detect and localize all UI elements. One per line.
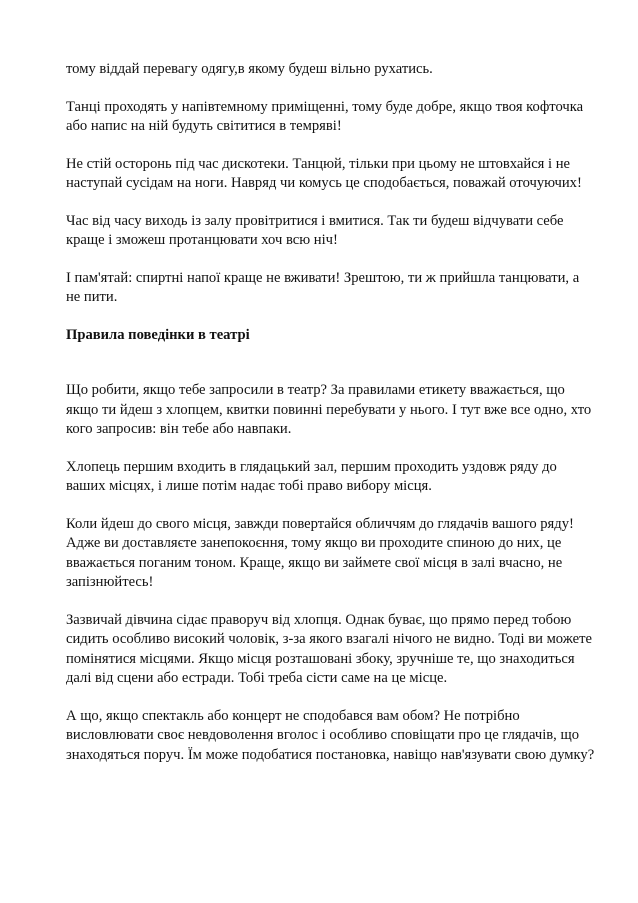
- paragraph-dance: Не стій осторонь під час дискотеки. Танцюй, тільки при цьому не штовхайся і не наступай сусідам на ноги. Навряд чи комусь це сподобається, поважай оточуючих!: [66, 155, 582, 191]
- paragraph-alcohol: І пам'ятай: спиртні напої краще не вживати! Зрештою, ти ж прийшла танцювати, а не пити.: [66, 269, 580, 305]
- paragraph-facing-audience: Коли йдеш до свого місця, завжди повертайся обличчям до глядачів вашого ряду! Адже ви доставляєте занепокоєння, тому якщо ви проходите спиною до них, це вважається поганим тоном. Краще, якщо ви займете свої місця в залі вчасно, не запізнюйтесь!: [66, 515, 574, 590]
- paragraph-clothing: тому віддай перевагу одягу,в якому будеш вільно рухатись.: [66, 61, 433, 77]
- paragraph-entering: Хлопець першим входить в глядацький зал, першим проходить уздовж ряду до ваших місцях, і лише потім надає тобі право вибору місця.: [66, 458, 557, 494]
- paragraph-seating: Зазвичай дівчина сідає праворуч від хлопця. Однак буває, що прямо перед тобою сидить особливо високий чоловік, з-за якого взагалі нічого не видно. Тоді ви можете помінятися місцями. Якщо місця розташовані збоку, зручніше те, що знаходиться далі від сцени або естради. Тобі треба сісти саме на це місце.: [66, 611, 592, 686]
- section-heading: Правила поведінки в театрі: [66, 326, 250, 343]
- paragraph-tickets: Що робити, якщо тебе запросили в театр? За правилами етикету вважається, що якщо ти йдеш з хлопцем, квитки повинні перебувати у нього. І тут вже все одно, хто кого запросив: він тебе або навпаки.: [66, 382, 592, 437]
- document-page: [66, 60, 596, 783]
- paragraph-disliked-show: А що, якщо спектакль або концерт не сподобався вам обом? Не потрібно висловлювати своє невдоволення вголос і особливо сповіщати про це глядачів, що знаходяться поруч. Їм може подобатися постановка, навіщо нав'язувати свою думку?: [66, 707, 595, 763]
- paragraph-fresh-air: Час від часу виходь із залу провітритися і вмитися. Так ти будеш відчувати себе краще і зможеш протанцювати хоч всю ніч!: [66, 212, 564, 248]
- paragraph-glow: Танці проходять у напівтемному приміщенні, тому буде добре, якщо твоя кофточка або напис на ній будуть світитися в темряві!: [66, 98, 584, 134]
